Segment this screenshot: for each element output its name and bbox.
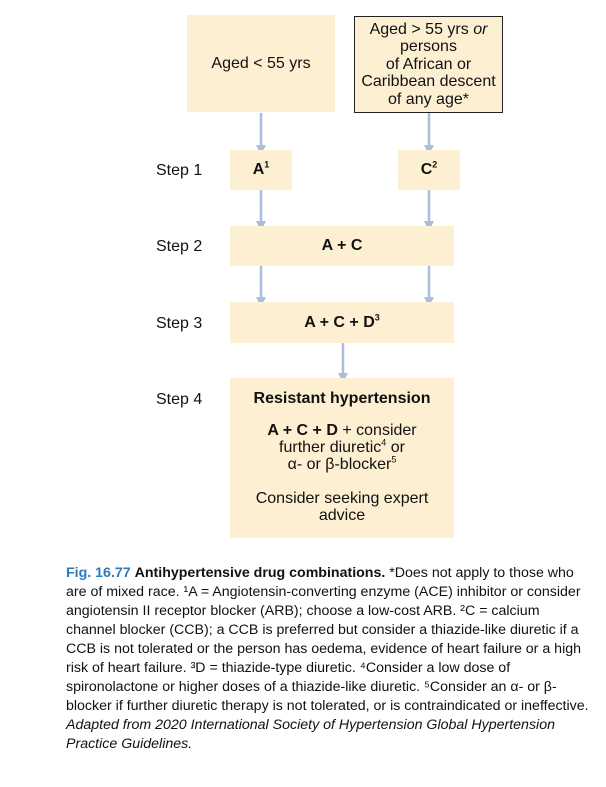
box-aged-over-55 [354, 16, 503, 113]
step4-line2-footnote: 4 [381, 437, 387, 448]
step1-c-footnote: 2 [432, 159, 438, 170]
figure-caption-body: *Does not apply to those who are of mixed race. ¹A = Angiotensin-converting enzyme (ACE) inhibitor or consider angiotensin II receptor blocker (ARB); choose a low-cost ARB. ²C = calcium channel blocker (CCB); a CCB is preferred but consider a thiazide-like diuretic if a CCB is not tolerated or the person has oedema, evidence of heart failure or a high risk of heart failure. ³D = thiazide-type diuretic. ⁴Consider a low dose of spironolactone or higher doses of a thiazide-like diuretic. ⁵Consider an α- or β-blocker if further diuretic therapy is not tolerated, or is contraindicated or ineffective. [66, 565, 589, 714]
step-3-label: Step 3 [156, 315, 203, 332]
right-box-line5: of any age* [388, 90, 469, 108]
step4-line2-rest: or [386, 439, 405, 456]
step2-label: A + C [321, 237, 363, 254]
right-box-or: or [473, 20, 488, 38]
step-4-label: Step 4 [156, 391, 203, 408]
step4-line3-footnote: 5 [391, 454, 397, 465]
step4-line3: α- or β-blocker [287, 456, 392, 473]
step4-box [230, 378, 454, 538]
right-box-line3: of African or [385, 55, 472, 73]
step3-footnote: 3 [374, 312, 380, 323]
step1-a-label: A [252, 161, 265, 178]
step3-box [230, 302, 454, 343]
step2-box [230, 226, 454, 266]
step4-line1-rest: + consider [337, 422, 417, 439]
step1-a-footnote: 1 [264, 159, 270, 170]
box-aged-under-55 [187, 15, 335, 112]
figure-caption [66, 564, 590, 754]
step4-line4: Consider seeking expert [255, 490, 429, 507]
step1-c-label: C [420, 161, 433, 178]
figure-title: Antihypertensive drug combinations. [134, 565, 386, 581]
figure-source: Adapted from 2020 International Society of Hypertension Global Hypertension Practice Guidelines. [66, 717, 555, 752]
box-aged-under-55-label: Aged < 55 yrs [211, 54, 311, 72]
step4-line1-bold: A + C + D [267, 422, 338, 439]
right-box-line4: Caribbean descent [361, 73, 496, 91]
step1-box-a [230, 150, 292, 190]
step-1-label: Step 1 [156, 162, 203, 179]
step4-line5: advice [318, 507, 366, 524]
figure-number: Fig. 16.77 [66, 565, 131, 581]
step-2-label: Step 2 [156, 238, 203, 255]
step1-box-c [398, 150, 460, 190]
step3-label: A + C + D [304, 313, 375, 331]
step4-line2: further diuretic [279, 439, 382, 456]
step4-title: Resistant hypertension [253, 390, 431, 407]
right-box-line2: persons [400, 38, 457, 56]
right-box-line1: Aged > 55 yrs [369, 20, 474, 38]
